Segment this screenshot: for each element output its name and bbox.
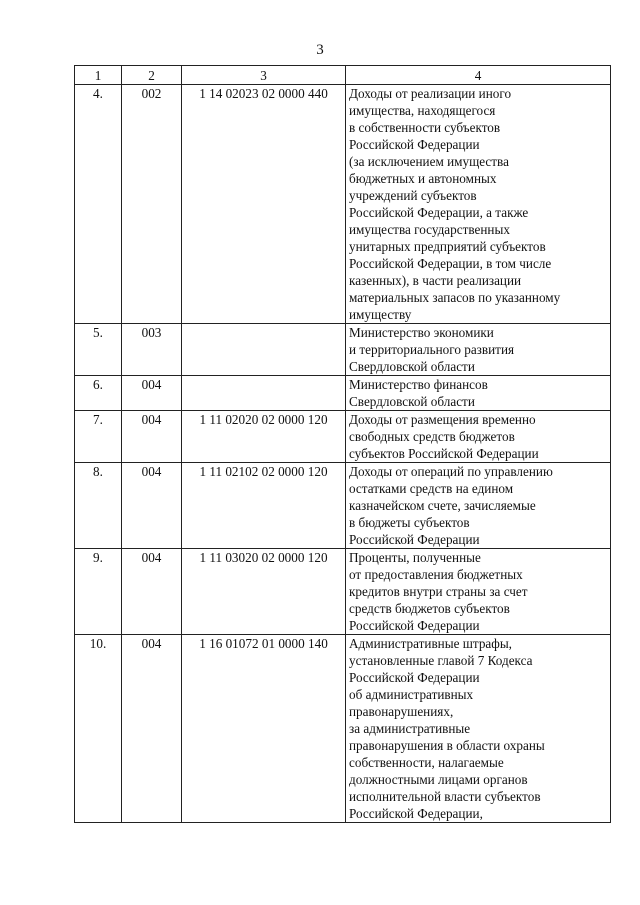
column-header-4: 4 — [346, 66, 611, 85]
description-line: средств бюджетов субъектов — [349, 601, 510, 616]
description-line: Министерство финансов — [349, 377, 488, 392]
budget-classification-code-cell: 1 16 01072 01 0000 140 — [182, 635, 346, 823]
budget-classification-code-cell: 1 11 02020 02 0000 120 — [182, 411, 346, 463]
description-line: Российской Федерации — [349, 532, 480, 547]
description-line: Российской Федерации — [349, 618, 480, 633]
description-cell — [346, 85, 611, 324]
budget-classification-code-cell: 1 11 02102 02 0000 120 — [182, 463, 346, 549]
table-row — [75, 411, 611, 463]
row-number-cell: 9. — [75, 549, 122, 635]
row-number-cell: 10. — [75, 635, 122, 823]
description-line: за административные — [349, 721, 471, 736]
description-line: собственности, налагаемые — [349, 755, 504, 770]
description-line: имуществу — [349, 307, 412, 322]
description-line: Российской Федерации — [349, 137, 480, 152]
description-line: материальных запасов по указанному — [349, 290, 561, 305]
description-line: учреждений субъектов — [349, 188, 477, 203]
description-line: унитарных предприятий субъектов — [349, 239, 546, 254]
description-line: Министерство экономики — [349, 325, 494, 340]
description-line: бюджетных и автономных — [349, 171, 497, 186]
column-header-3: 3 — [182, 66, 346, 85]
budget-classification-code-cell — [182, 324, 346, 376]
description-line: Доходы от размещения временно — [349, 412, 536, 427]
description-line: правонарушения в области охраны — [349, 738, 545, 753]
description-line: Административные штрафы, — [349, 636, 512, 651]
column-header-1: 1 — [75, 66, 122, 85]
admin-code-cell: 004 — [122, 376, 182, 411]
budget-classification-code-cell: 1 11 03020 02 0000 120 — [182, 549, 346, 635]
row-number-cell: 8. — [75, 463, 122, 549]
description-line: установленные главой 7 Кодекса — [349, 653, 533, 668]
description-line: от предоставления бюджетных — [349, 567, 523, 582]
description-line: правонарушениях, — [349, 704, 454, 719]
description-cell — [346, 635, 611, 823]
description-cell — [346, 324, 611, 376]
row-number-cell: 6. — [75, 376, 122, 411]
table-row — [75, 549, 611, 635]
description-line: остатками средств на едином — [349, 481, 514, 496]
revenue-table — [74, 65, 611, 823]
description-line: в бюджеты субъектов — [349, 515, 470, 530]
description-line: (за исключением имущества — [349, 154, 509, 169]
admin-code-cell: 003 — [122, 324, 182, 376]
description-cell — [346, 411, 611, 463]
table-row — [75, 85, 611, 324]
description-line: Российской Федерации, в том числе — [349, 256, 552, 271]
description-line: Проценты, полученные — [349, 550, 481, 565]
admin-code-cell: 004 — [122, 463, 182, 549]
description-line: субъектов Российской Федерации — [349, 446, 539, 461]
description-line: имущества государственных — [349, 222, 510, 237]
description-line: Доходы от реализации иного — [349, 86, 512, 101]
description-cell — [346, 549, 611, 635]
table-body — [75, 85, 611, 823]
table-row — [75, 635, 611, 823]
description-cell — [346, 463, 611, 549]
budget-classification-code-cell: 1 14 02023 02 0000 440 — [182, 85, 346, 324]
description-line: в собственности субъектов — [349, 120, 501, 135]
description-line: Доходы от операций по управлению — [349, 464, 553, 479]
description-line: имущества, находящегося — [349, 103, 496, 118]
description-line: Свердловской области — [349, 359, 475, 374]
description-line: свободных средств бюджетов — [349, 429, 515, 444]
description-line: казначейском счете, зачисляемые — [349, 498, 536, 513]
table-header-row — [75, 66, 611, 85]
description-line: казенных), в части реализации — [349, 273, 522, 288]
budget-classification-code-cell — [182, 376, 346, 411]
description-line: Российской Федерации — [349, 670, 480, 685]
row-number-cell: 5. — [75, 324, 122, 376]
description-line: и территориального развития — [349, 342, 515, 357]
description-line: кредитов внутри страны за счет — [349, 584, 528, 599]
description-line: Российской Федерации, а также — [349, 205, 529, 220]
table-row — [75, 463, 611, 549]
table-row — [75, 376, 611, 411]
description-line: должностными лицами органов — [349, 772, 528, 787]
page-number: 3 — [316, 42, 324, 58]
admin-code-cell: 004 — [122, 411, 182, 463]
column-header-2: 2 — [122, 66, 182, 85]
description-line: Российской Федерации, — [349, 806, 483, 821]
row-number-cell: 4. — [75, 85, 122, 324]
admin-code-cell: 002 — [122, 85, 182, 324]
admin-code-cell: 004 — [122, 549, 182, 635]
description-line: исполнительной власти субъектов — [349, 789, 541, 804]
admin-code-cell: 004 — [122, 635, 182, 823]
description-line: Свердловской области — [349, 394, 475, 409]
description-cell — [346, 376, 611, 411]
row-number-cell: 7. — [75, 411, 122, 463]
table-row — [75, 324, 611, 376]
description-line: об административных — [349, 687, 474, 702]
